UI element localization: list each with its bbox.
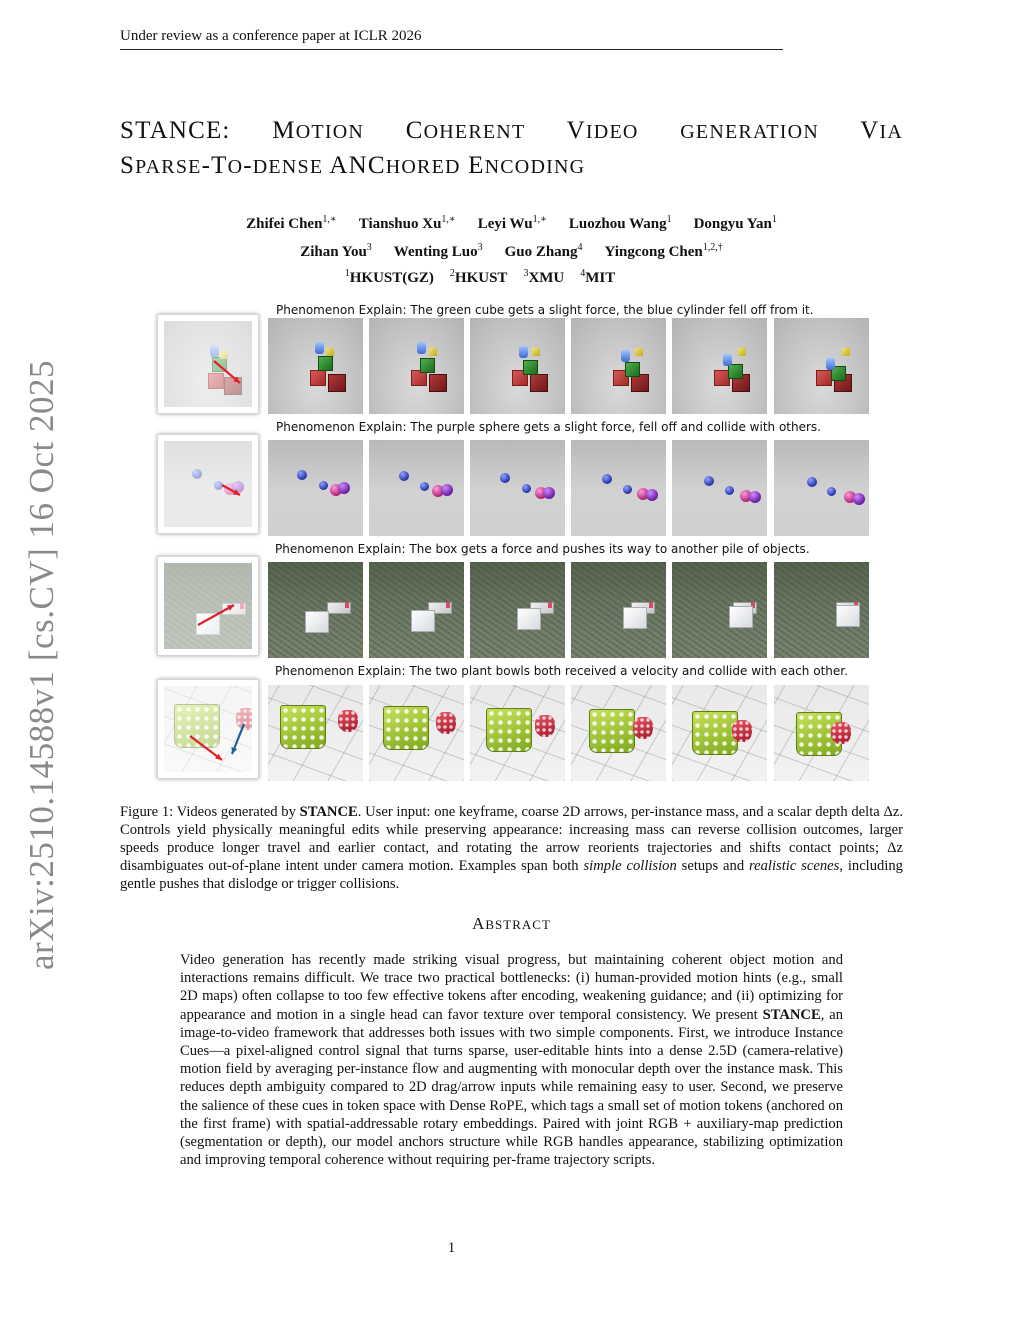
blue-sphere — [725, 486, 734, 495]
generated-frame — [268, 440, 363, 536]
affiliation-name: HKUST(GZ) — [349, 270, 434, 286]
abstract-heading-initial: A — [472, 914, 486, 933]
author-list — [120, 208, 903, 264]
white-box — [729, 606, 753, 628]
author — [394, 244, 483, 260]
input-keyframe — [157, 314, 259, 414]
generated-frame — [774, 562, 869, 658]
affiliation-mark: 1 — [344, 268, 350, 279]
row-caption: Phenomenon Explain: The box gets a force and pushes its way to another pile of objects. — [275, 542, 810, 556]
red-cube — [816, 370, 832, 386]
caption-part-1: Videos generated by — [176, 804, 300, 820]
blue-sphere — [623, 485, 632, 494]
generated-frame — [672, 685, 767, 781]
caption-italic-1: simple collision — [583, 858, 677, 874]
blue-cylinder — [723, 354, 732, 366]
author — [246, 216, 337, 232]
author-name: Guo Zhang — [504, 244, 578, 260]
blue-cylinder — [826, 358, 835, 370]
blue-sphere — [420, 482, 429, 491]
title-word: MOTION — [272, 117, 364, 144]
author-row-1 — [120, 208, 903, 236]
green-bowl — [486, 708, 532, 752]
generated-frame — [672, 318, 767, 414]
red-bowl — [732, 720, 752, 742]
author-row-2 — [120, 236, 903, 264]
abstract-heading — [120, 914, 903, 934]
red-bowl — [633, 717, 653, 739]
affiliations — [300, 264, 660, 288]
affiliation — [523, 270, 564, 286]
yellow-cube — [635, 348, 643, 356]
green-bowl — [280, 705, 326, 749]
input-keyframe — [157, 679, 259, 779]
author-affiliation-mark: 1,∗ — [441, 214, 456, 225]
blue-sphere — [807, 477, 817, 487]
paper-title — [120, 114, 903, 184]
purple-sphere — [646, 489, 658, 501]
generated-frame — [774, 318, 869, 414]
title-word: STANCE: — [120, 117, 231, 144]
blue-sphere — [319, 481, 328, 490]
green-cube — [625, 362, 640, 377]
blue-sphere — [297, 470, 307, 480]
author-name: Tianshuo Xu — [358, 216, 442, 232]
generated-frame — [470, 685, 565, 781]
white-box — [305, 611, 329, 633]
page-number: 1 — [447, 1240, 456, 1256]
input-keyframe-image — [164, 563, 252, 649]
generated-frame — [571, 318, 666, 414]
input-keyframe-image — [164, 441, 252, 527]
affiliation-mark: 2 — [449, 268, 455, 279]
yellow-cube — [842, 348, 850, 356]
title-word: ENCODING — [468, 152, 586, 179]
blue-sphere — [827, 487, 836, 496]
blue-sphere — [500, 473, 510, 483]
caption-part-3: setups and — [676, 858, 750, 874]
dark-red-cube — [429, 374, 447, 392]
generated-frame — [268, 318, 363, 414]
red-bowl — [535, 715, 555, 737]
purple-sphere — [543, 487, 555, 499]
title-word: COHERENT — [405, 117, 526, 144]
generated-frame — [571, 440, 666, 536]
author-name: Luozhou Wang — [568, 216, 667, 232]
author — [569, 216, 672, 232]
author-affiliation-mark: 1,∗ — [322, 214, 337, 225]
title-word: SPARSE-TO-DENSE — [120, 152, 324, 179]
author — [359, 216, 456, 232]
row-caption: Phenomenon Explain: The purple sphere gets a slight force, fell off and collide with others. — [276, 420, 821, 434]
purple-sphere — [338, 482, 350, 494]
blue-cylinder — [417, 342, 426, 354]
force-arrow — [164, 563, 252, 649]
force-arrow-secondary — [164, 686, 252, 772]
red-cube — [310, 370, 326, 386]
caption-italic-2: realistic scenes — [749, 858, 840, 874]
blue-sphere — [399, 471, 409, 481]
author-name: Wenting Luo — [393, 244, 478, 260]
caption-method-name: STANCE — [299, 804, 358, 820]
affiliation-name: XMU — [528, 270, 565, 286]
green-cube — [523, 360, 538, 375]
blue-cylinder — [519, 346, 528, 358]
green-bowl — [383, 706, 429, 750]
generated-frame — [369, 562, 464, 658]
generated-frame — [571, 685, 666, 781]
affiliation-mark: 4 — [580, 268, 586, 279]
author-affiliation-mark: 1,2,† — [702, 242, 723, 253]
author — [605, 244, 723, 260]
figure-caption — [120, 803, 903, 893]
caption-part-2: . User input: one keyframe, coarse 2D arrows, per-instance mass, and a scalar depth delta Δz. Controls yield physically meaningful edits while preserving appearance: increasing mass can reverse collision outcomes, larger speeds produce longer travel and earlier contact, and rotating the arrow reorients trajectories and shifts contact points; Δz disambiguates out-of-plane intent under camera motion. Examples span both — [120, 804, 903, 874]
author-name: Zhifei Chen — [246, 216, 323, 232]
yellow-cube — [738, 348, 746, 356]
white-box — [836, 605, 860, 627]
generated-frame — [369, 440, 464, 536]
generated-frame — [470, 440, 565, 536]
abstract-part-1: Video generation has recently made striking visual progress, but maintaining coherent object motion and interactions remains difficult. We trace two practical bottlenecks: (i) human-provided motion hints (e.g., small 2D maps) often collapse to too few effective tokens after encoding, weakening guidance; and (ii) optimizing for appearance and motion in a single head can favor texture over temporal consistency. We present — [180, 952, 843, 1023]
author-affiliation-mark: 1,∗ — [532, 214, 547, 225]
blue-cylinder — [315, 342, 324, 354]
red-bowl — [436, 712, 456, 734]
row-caption: Phenomenon Explain: The green cube gets a slight force, the blue cylinder fell off from it. — [276, 303, 814, 317]
pile-accent — [345, 602, 349, 608]
input-keyframe — [157, 434, 259, 534]
blue-cylinder — [621, 350, 630, 362]
purple-sphere — [749, 491, 761, 503]
affiliation — [450, 270, 508, 286]
generated-frame — [369, 685, 464, 781]
author-name: Leyi Wu — [477, 216, 533, 232]
title-line-2 — [120, 149, 903, 184]
abstract-body — [180, 951, 843, 1169]
author — [300, 244, 372, 260]
green-cube — [318, 356, 333, 371]
purple-sphere — [853, 493, 865, 505]
green-bowl — [589, 709, 635, 753]
title-line-1 — [120, 114, 903, 149]
author-affiliation-mark: 3 — [477, 242, 483, 253]
green-cube — [728, 364, 743, 379]
white-box — [623, 607, 647, 629]
abstract-heading-rest: BSTRACT — [485, 917, 551, 932]
generated-frame — [369, 318, 464, 414]
affiliation — [580, 270, 615, 286]
blue-sphere — [522, 484, 531, 493]
force-arrow — [164, 441, 252, 527]
force-arrow — [164, 321, 252, 407]
author — [478, 216, 547, 232]
affiliation-mark: 3 — [523, 268, 529, 279]
pile-accent — [548, 602, 552, 608]
white-box — [411, 610, 435, 632]
arxiv-stamp — [22, 359, 62, 970]
generated-frame — [268, 562, 363, 658]
affiliation-name: MIT — [585, 270, 616, 286]
pile-accent — [649, 602, 653, 608]
author-name: Yingcong Chen — [604, 244, 703, 260]
generated-frame — [672, 562, 767, 658]
row-caption: Phenomenon Explain: The two plant bowls both received a velocity and collide with each other. — [275, 664, 848, 678]
yellow-cube — [532, 348, 540, 356]
author-name: Zihan You — [300, 244, 367, 260]
title-word: VIDEO — [566, 117, 639, 144]
arxiv-stamp-text: arXiv:2510.14588v1 [cs.CV] 16 Oct 2025 — [22, 359, 62, 970]
author — [694, 216, 777, 232]
yellow-cube — [326, 348, 334, 356]
running-header: Under review as a conference paper at ICLR 2026 — [120, 28, 783, 50]
input-keyframe-image — [164, 321, 252, 407]
blue-sphere — [602, 474, 612, 484]
author-affiliation-mark: 1 — [771, 214, 777, 225]
author-affiliation-mark: 3 — [366, 242, 372, 253]
generated-frame — [470, 562, 565, 658]
generated-frame — [470, 318, 565, 414]
title-word: GENERATION — [680, 121, 819, 143]
caption-part-4: , including gentle pushes that dislodge or trigger collisions. — [120, 858, 903, 892]
red-bowl — [831, 722, 851, 744]
generated-frame — [268, 685, 363, 781]
white-box — [517, 608, 541, 630]
red-bowl — [338, 710, 358, 732]
yellow-cube — [429, 348, 437, 356]
affiliation-name: HKUST — [454, 270, 508, 286]
abstract-part-2: , an image-to-video framework that addresses both issues with two simple components. First, we introduce Instance Cues—a pixel-aligned control signal that turns sparse, user-editable hints into a dense 2.5D (camera-relative) motion field by averaging per-instance flow and augmenting with monocular depth over the instance mask. This reduces depth ambiguity compared to 2D drag/arrow inputs while remaining easy to user. Second, we preserve the salience of these cues in token space with Dense RoPE, which tags a small set of motion tokens (anchored on the first frame) with spatial-addressable rotary embeddings. Paired with joint RGB + auxiliary-map prediction (segmentation or depth), our model anchors structure while RGB handles appearance, stabilizing optimization and improving temporal coherence without requiring per-frame trajectory scripts. — [180, 1006, 843, 1169]
title-word: VIA — [860, 117, 904, 144]
input-keyframe-image — [164, 686, 252, 772]
author — [505, 244, 583, 260]
author-affiliation-mark: 4 — [577, 242, 583, 253]
pile-accent — [446, 602, 450, 608]
title-word: ANCHORED — [329, 152, 461, 179]
figure-caption-label: Figure 1: — [120, 804, 177, 820]
generated-frame — [571, 562, 666, 658]
generated-frame — [774, 440, 869, 536]
dark-red-cube — [328, 374, 346, 392]
author-affiliation-mark: 1 — [666, 214, 672, 225]
generated-frame — [672, 440, 767, 536]
purple-sphere — [441, 484, 453, 496]
input-keyframe — [157, 556, 259, 656]
author-name: Dongyu Yan — [693, 216, 772, 232]
generated-frame — [774, 685, 869, 781]
green-cube — [420, 358, 435, 373]
abstract-method-name: STANCE — [762, 1006, 821, 1023]
affiliation — [345, 270, 434, 286]
blue-sphere — [704, 476, 714, 486]
dark-red-cube — [530, 374, 548, 392]
